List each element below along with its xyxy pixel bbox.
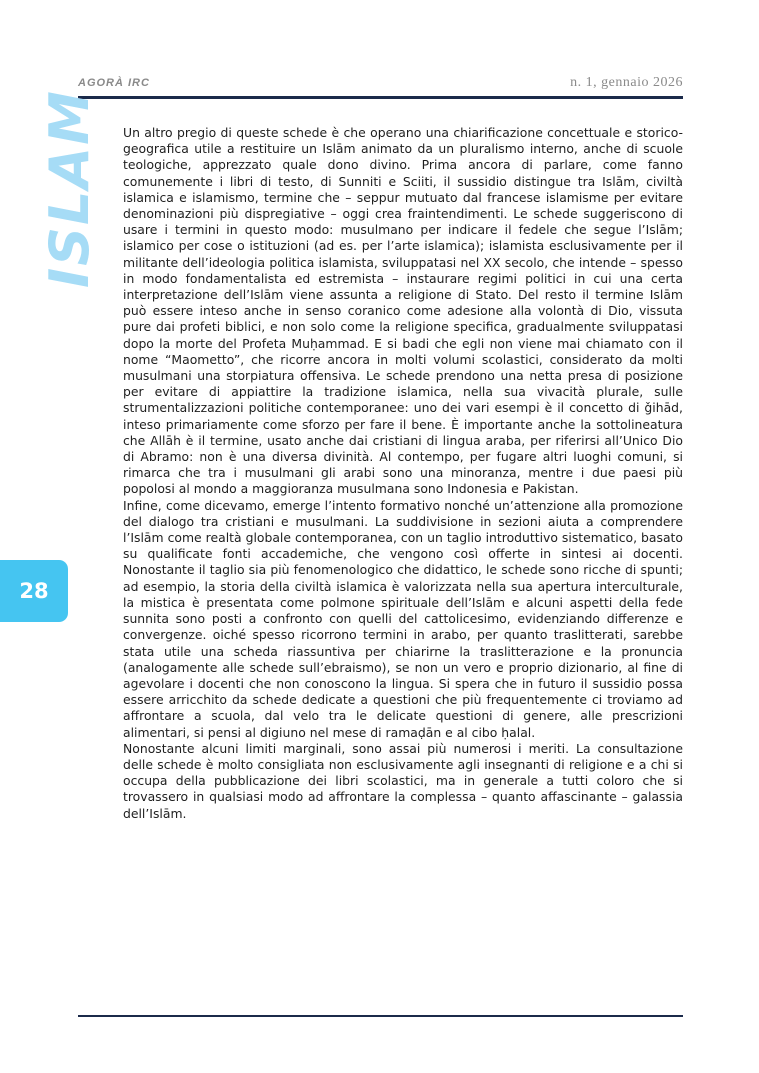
paragraph-1: Un altro pregio di queste schede è che operano una chiarificazione concettuale e storico-geografica utile a restituire un Islām animato da un pluralismo interno, anche di scuole teologiche, apprezzato quale dono divino. Prima ancora di parlare, come fanno comunemente i libri di testo, di Sunniti e Sciiti, il sussidio distingue tra Islām, civiltà islamica e islamismo, termine che – seppur mutuato dal francese islamisme per evitare denominazioni più dispregiative – oggi crea fraintendimenti. Le schede suggeriscono di usare i termini in questo modo: musulmano per indicare il fedele che segue l’Islām; islamico per cose o istituzioni (ad es. per l’arte islamica); islamista esclusivamente per il militante dell’ideologia politica islamista, sviluppatasi nel XX secolo, che intende – spesso in modo fondamentalista ed estremista – instaurare regimi politici in cui una certa interpretazione dell’Islām viene assunta a religione di Stato. Del resto il termine Islām può essere inteso anche in senso coranico come adesione alla volontà di Dio, vissuta pure dai profeti biblici, e non solo come la religione specifica, gradualmente sviluppatasi dopo la morte del Profeta Muḥammad. E si badi che egli non viene mai chiamato con il nome “Maometto”, che ricorre ancora in molti volumi scolastici, considerato da molti musulmani una storpiatura offensiva. Le schede prendono una netta presa di posizione per evitare di appiattire la tradizione islamica, nella sua vivacità plurale, sulle strumentalizzazioni politiche contemporanee: uno dei vari esempi è il concetto di ǧihād, inteso primariamente come sforzo per fare il bene. È importante anche la sottolineatura che Allāh è il termine, usato anche dai cristiani di lingua araba, per riferirsi all’Unico Dio di Abramo: non è una diversa divinità. Al contempo, per fugare altri luoghi comuni, si rimarca che tra i musulmani gli arabi sono una minoranza, mentre i due paesi più popolosi al mondo a maggioranza musulmana sono Indonesia e Pakistan. bbox=[123, 125, 683, 497]
issue-label: n. 1, gennaio 2026 bbox=[570, 75, 683, 90]
header-divider bbox=[78, 96, 683, 99]
page-number-tab bbox=[0, 560, 68, 622]
journal-title: AGORÀ IRC bbox=[78, 77, 150, 89]
section-side-label: ISLAM bbox=[38, 89, 101, 288]
paragraph-3: Nonostante alcuni limiti marginali, sono assai più numerosi i meriti. La consultazione delle schede è molto consigliata non esclusivamente agli insegnanti di religione e a chi si occupa della pubblicazione dei libri scolastici, ma in generale a tutti coloro che si trovassero in qualsiasi modo ad affrontare la complessa – quanto affascinante – galassia dell’Islām. bbox=[123, 740, 683, 821]
paragraph-2: Infine, come dicevamo, emerge l’intento formativo nonché un’attenzione alla promozione del dialogo tra cristiani e musulmani. La suddivisione in sezioni aiuta a comprendere l’Islām come realtà globale contemporanea, con un taglio introduttivo sistematico, basato su qualificate fonti accademiche, che vengono così offerte in sintesi ai docenti. Nonostante il taglio sia più fenomenologico che didattico, le schede sono ricche di spunti; ad esempio, la storia della civiltà islamica è valorizzata nella sua apertura interculturale, la mistica è presentata come polmone spirituale dell’Islām e alcuni aspetti della fede sunnita sono posti a confronto con quelli del cattolicesimo, evidenziando differenze e convergenze. oiché spesso ricorrono termini in arabo, per quanto traslitterati, sarebbe stata utile una scheda riassuntiva per chiarirne la traslitterazione e la pronuncia (analogamente alle schede sull’ebraismo), se non un vero e proprio dizionario, al fine di agevolare i docenti che non conoscono la lingua. Si spera che in futuro il sussidio possa essere arricchito da schede dedicate a questioni che più frequentemente ci troviamo ad affrontare a scuola, dal velo tra le delicate questioni di genere, alle prescrizioni alimentari, si pensi al digiuno nel mese di ramaḍān e al cibo ḥalal. bbox=[123, 497, 683, 740]
page-number: 28 bbox=[19, 579, 49, 603]
article-body bbox=[123, 125, 683, 822]
footer-divider bbox=[78, 1015, 683, 1017]
